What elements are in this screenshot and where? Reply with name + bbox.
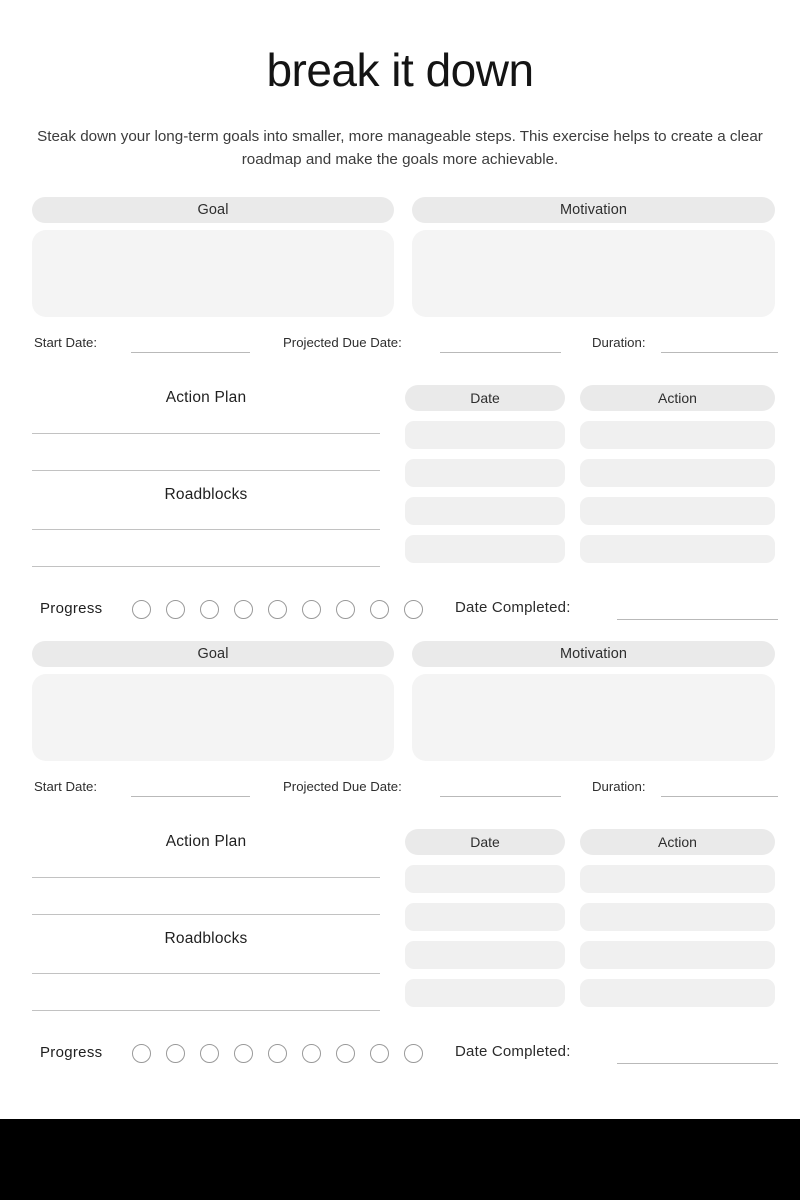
start-date-input-2[interactable] xyxy=(131,796,250,797)
progress-dot[interactable] xyxy=(302,600,321,619)
action-column-header-2: Action xyxy=(580,829,775,855)
page-title: break it down xyxy=(266,44,534,96)
progress-dot[interactable] xyxy=(268,1044,287,1063)
progress-dots-1 xyxy=(132,597,423,619)
action-cell[interactable] xyxy=(580,421,775,449)
action-cell[interactable] xyxy=(580,903,775,931)
date-cell[interactable] xyxy=(405,979,565,1007)
progress-dot[interactable] xyxy=(370,600,389,619)
progress-row-2 xyxy=(0,1041,800,1067)
progress-dot[interactable] xyxy=(404,1044,423,1063)
action-cell[interactable] xyxy=(580,979,775,1007)
action-plan-line-2b[interactable] xyxy=(32,914,380,915)
action-cell[interactable] xyxy=(580,497,775,525)
action-plan-line-2a[interactable] xyxy=(32,877,380,878)
progress-dot[interactable] xyxy=(132,1044,151,1063)
action-plan-line-1a[interactable] xyxy=(32,433,380,434)
duration-input-1[interactable] xyxy=(661,352,778,353)
date-row-1 xyxy=(0,335,800,357)
progress-dot[interactable] xyxy=(166,1044,185,1063)
projected-due-date-input-1[interactable] xyxy=(440,352,561,353)
progress-label-2: Progress xyxy=(40,1044,103,1061)
section-2-headers xyxy=(0,641,800,667)
goal-input-1[interactable] xyxy=(32,230,394,317)
progress-dot[interactable] xyxy=(166,600,185,619)
action-cell[interactable] xyxy=(580,941,775,969)
motivation-input-1[interactable] xyxy=(412,230,775,317)
page-subtitle: Steak down your long-term goals into smaller, more manageable steps. This exercise helps to create a clear roadmap and make the goals more achievable. xyxy=(37,128,763,168)
date-row-2 xyxy=(0,779,800,801)
motivation-header-2: Motivation xyxy=(412,641,775,667)
duration-input-2[interactable] xyxy=(661,796,778,797)
date-cell[interactable] xyxy=(405,903,565,931)
roadblocks-line-2a[interactable] xyxy=(32,973,380,974)
progress-label-1: Progress xyxy=(40,600,103,617)
start-date-label-2: Start Date: xyxy=(34,779,98,794)
action-plan-line-1b[interactable] xyxy=(32,470,380,471)
roadblocks-line-1a[interactable] xyxy=(32,529,380,530)
action-cell[interactable] xyxy=(580,535,775,563)
date-cell[interactable] xyxy=(405,459,565,487)
action-cell[interactable] xyxy=(580,865,775,893)
progress-dot[interactable] xyxy=(370,1044,389,1063)
date-completed-label-2: Date Completed: xyxy=(455,1043,571,1060)
date-cell[interactable] xyxy=(405,421,565,449)
duration-label-1: Duration: xyxy=(592,335,646,350)
roadblocks-heading-2: Roadblocks xyxy=(164,930,248,947)
progress-dot[interactable] xyxy=(336,600,355,619)
progress-dot[interactable] xyxy=(336,1044,355,1063)
goal-header-2: Goal xyxy=(32,641,394,667)
roadblocks-line-2b[interactable] xyxy=(32,1010,380,1011)
action-plan-heading-1: Action Plan xyxy=(165,389,247,406)
date-column-header-1: Date xyxy=(405,385,565,411)
date-completed-input-1[interactable] xyxy=(617,619,778,620)
progress-dots-2 xyxy=(132,1041,423,1063)
progress-row-1 xyxy=(0,597,800,623)
progress-dot[interactable] xyxy=(234,600,253,619)
date-completed-label-1: Date Completed: xyxy=(455,599,571,616)
projected-due-date-label-2: Projected Due Date: xyxy=(283,779,402,794)
progress-dot[interactable] xyxy=(404,600,423,619)
goal-input-2[interactable] xyxy=(32,674,394,761)
date-cell[interactable] xyxy=(405,865,565,893)
date-cell[interactable] xyxy=(405,497,565,525)
motivation-header-1: Motivation xyxy=(412,197,775,223)
action-plan-heading-2: Action Plan xyxy=(165,833,247,850)
action-cell[interactable] xyxy=(580,459,775,487)
roadblocks-heading-1: Roadblocks xyxy=(164,486,248,503)
progress-dot[interactable] xyxy=(234,1044,253,1063)
duration-label-2: Duration: xyxy=(592,779,646,794)
section-1-headers xyxy=(0,197,800,223)
progress-dot[interactable] xyxy=(200,1044,219,1063)
roadblocks-line-1b[interactable] xyxy=(32,566,380,567)
goal-header-1: Goal xyxy=(32,197,394,223)
date-completed-input-2[interactable] xyxy=(617,1063,778,1064)
date-cell[interactable] xyxy=(405,941,565,969)
progress-dot[interactable] xyxy=(200,600,219,619)
start-date-input-1[interactable] xyxy=(131,352,250,353)
footer-bar xyxy=(0,1119,800,1200)
progress-dot[interactable] xyxy=(302,1044,321,1063)
action-column-header-1: Action xyxy=(580,385,775,411)
start-date-label-1: Start Date: xyxy=(34,335,98,350)
date-cell[interactable] xyxy=(405,535,565,563)
date-column-header-2: Date xyxy=(405,829,565,855)
projected-due-date-input-2[interactable] xyxy=(440,796,561,797)
progress-dot[interactable] xyxy=(132,600,151,619)
progress-dot[interactable] xyxy=(268,600,287,619)
projected-due-date-label-1: Projected Due Date: xyxy=(283,335,402,350)
motivation-input-2[interactable] xyxy=(412,674,775,761)
